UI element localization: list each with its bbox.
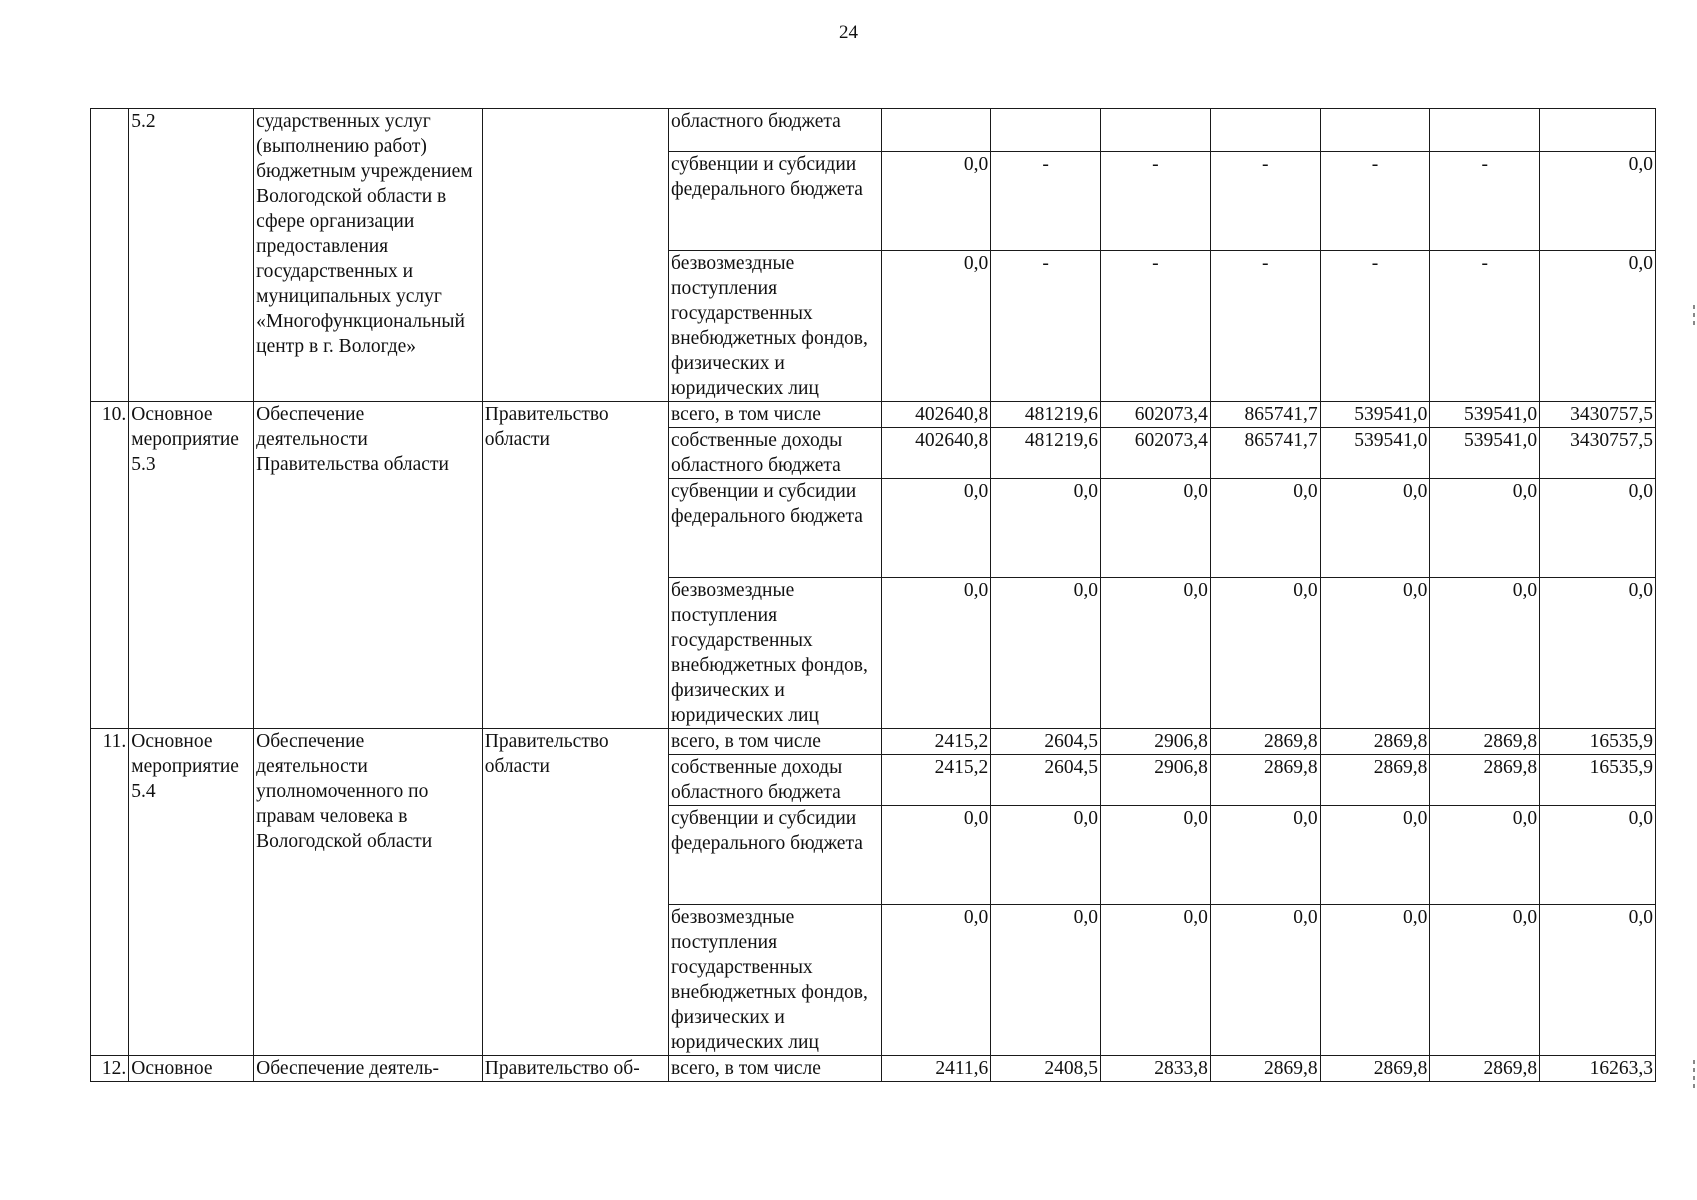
value-cell: 0,0 [1540,806,1656,905]
value-cell: 865741,7 [1210,428,1320,479]
value-cell: - [1101,251,1211,402]
executor [482,109,668,402]
value-cell: 602073,4 [1101,402,1211,428]
funding-source: областного бюджета [669,109,881,152]
value-cell: - [1430,251,1540,402]
value-cell: 2604,5 [991,729,1101,755]
value-cell: 0,0 [1430,479,1540,578]
value-cell: 0,0 [1540,578,1656,729]
value-cell: 539541,0 [1320,428,1430,479]
funding-source: субвенции и субсидии федерального бюджета [669,479,881,578]
value-cell: 0,0 [881,479,991,578]
value-cell [1210,109,1320,152]
value-cell: 0,0 [1210,578,1320,729]
value-cell: 3430757,5 [1540,428,1656,479]
margin-mark [1693,305,1695,325]
value-cell: 0,0 [1540,251,1656,402]
value-cell: - [1320,152,1430,251]
value-cell: 2411,6 [881,1056,991,1082]
row-number: 11. [91,729,129,1056]
value-cell: - [991,152,1101,251]
value-cell: 0,0 [1210,806,1320,905]
value-cell: 0,0 [1430,806,1540,905]
activity-code: 5.2 [129,109,254,402]
value-cell: 0,0 [991,479,1101,578]
activity-code: Основное мероприятие 5.3 [129,402,254,729]
value-cell: 0,0 [1540,905,1656,1056]
value-cell: 16535,9 [1540,729,1656,755]
activity-name: Обеспечение деятель- [254,1056,483,1082]
value-cell: 481219,6 [991,402,1101,428]
funding-source: всего, в том числе [669,402,881,428]
executor: Правительство области [482,402,668,729]
funding-source: субвенции и субсидии федерального бюджета [669,806,881,905]
value-cell: - [1210,152,1320,251]
activity-name: Обеспечение деятельности уполномоченного по правам человека в Вологодской области [254,729,483,1056]
value-cell: - [1210,251,1320,402]
funding-source: безвозмездные поступления государственных внебюджетных фондов, физических и юридических лиц [669,905,881,1056]
value-cell: 865741,7 [1210,402,1320,428]
funding-source: безвозмездные поступления государственных внебюджетных фондов, физических и юридических лиц [669,578,881,729]
page-number: 24 [839,22,858,43]
value-cell [1320,109,1430,152]
value-cell: 539541,0 [1430,402,1540,428]
value-cell: 0,0 [881,251,991,402]
value-cell: 0,0 [881,152,991,251]
value-cell: - [1430,152,1540,251]
value-cell: 16535,9 [1540,755,1656,806]
value-cell: 0,0 [991,578,1101,729]
value-cell: 2869,8 [1210,1056,1320,1082]
value-cell [881,109,991,152]
funding-source: собственные доходы областного бюджета [669,428,881,479]
funding-source: субвенции и субсидии федерального бюджета [669,152,881,251]
funding-source: всего, в том числе [669,729,881,755]
value-cell: 539541,0 [1430,428,1540,479]
margin-mark [1693,1060,1695,1088]
activity-name: сударственных услуг (выполнению работ) бюджетным учреждением Вологодской области в сфере организации предоставления государственных и муниципальных услуг «Многофункциональный центр в г. Вологде» [254,109,483,402]
value-cell: - [1101,152,1211,251]
value-cell: 2415,2 [881,755,991,806]
value-cell: 602073,4 [1101,428,1211,479]
value-cell [991,109,1101,152]
budget-table [90,108,1656,1082]
value-cell: 2408,5 [991,1056,1101,1082]
value-cell: 2869,8 [1210,729,1320,755]
value-cell: 2906,8 [1101,729,1211,755]
row-number [91,109,129,402]
value-cell: 0,0 [1430,578,1540,729]
executor: Правительство об- [482,1056,668,1082]
value-cell: 2869,8 [1430,729,1540,755]
value-cell: 0,0 [1101,905,1211,1056]
value-cell: 2833,8 [1101,1056,1211,1082]
value-cell: 0,0 [1101,479,1211,578]
table-row [91,109,1656,152]
value-cell: 2869,8 [1320,755,1430,806]
value-cell [1101,109,1211,152]
funding-source: безвозмездные поступления государственных внебюджетных фондов, физических и юридических лиц [669,251,881,402]
value-cell: 0,0 [991,806,1101,905]
activity-code: Основное [129,1056,254,1082]
funding-source: собственные доходы областного бюджета [669,755,881,806]
value-cell: 402640,8 [881,428,991,479]
activity-name: Обеспечение деятельности Правительства области [254,402,483,729]
row-number: 10. [91,402,129,729]
value-cell: 0,0 [1540,479,1656,578]
value-cell: - [1320,251,1430,402]
activity-code: Основное мероприятие 5.4 [129,729,254,1056]
value-cell: 2869,8 [1320,729,1430,755]
value-cell: 0,0 [881,905,991,1056]
table-row [91,1056,1656,1082]
value-cell: 2869,8 [1430,1056,1540,1082]
value-cell: 0,0 [1210,479,1320,578]
executor: Правительство области [482,729,668,1056]
value-cell: 539541,0 [1320,402,1430,428]
value-cell: 0,0 [1101,578,1211,729]
table-row [91,402,1656,428]
value-cell: 3430757,5 [1540,402,1656,428]
value-cell: 2869,8 [1320,1056,1430,1082]
funding-source: всего, в том числе [669,1056,881,1082]
value-cell: 0,0 [1101,806,1211,905]
value-cell: 481219,6 [991,428,1101,479]
value-cell: 16263,3 [1540,1056,1656,1082]
row-number: 12. [91,1056,129,1082]
table-row [91,729,1656,755]
value-cell: - [991,251,1101,402]
value-cell: 0,0 [1430,905,1540,1056]
value-cell: 0,0 [1320,806,1430,905]
value-cell [1430,109,1540,152]
value-cell: 2415,2 [881,729,991,755]
value-cell: 0,0 [1210,905,1320,1056]
value-cell: 0,0 [1320,479,1430,578]
value-cell: 0,0 [881,578,991,729]
value-cell: 0,0 [1540,152,1656,251]
value-cell: 402640,8 [881,402,991,428]
value-cell: 0,0 [881,806,991,905]
value-cell: 2604,5 [991,755,1101,806]
value-cell: 2869,8 [1210,755,1320,806]
value-cell: 2869,8 [1430,755,1540,806]
value-cell: 2906,8 [1101,755,1211,806]
value-cell [1540,109,1656,152]
value-cell: 0,0 [1320,578,1430,729]
value-cell: 0,0 [991,905,1101,1056]
value-cell: 0,0 [1320,905,1430,1056]
